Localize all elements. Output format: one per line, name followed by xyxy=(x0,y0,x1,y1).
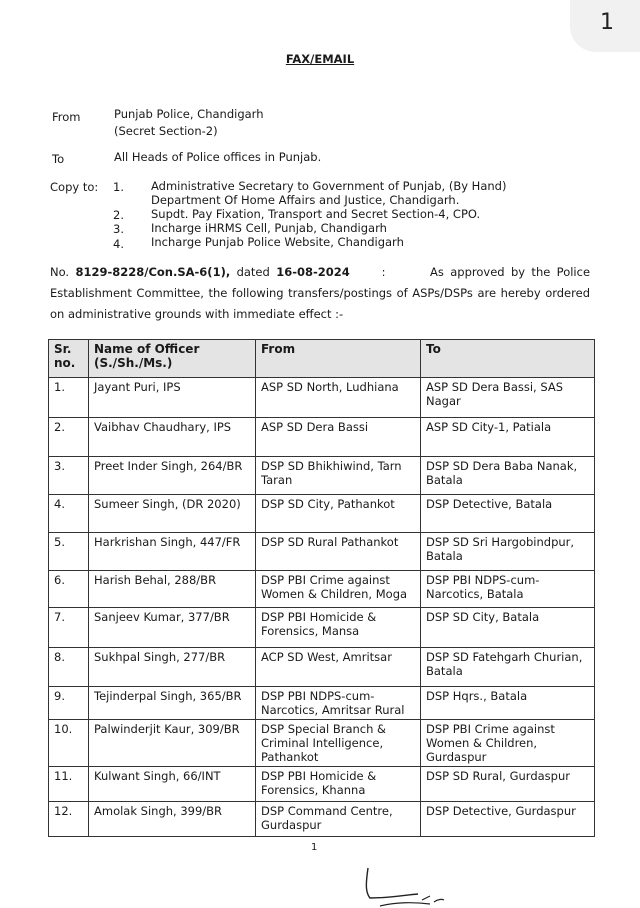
table-row xyxy=(49,687,595,720)
table-row xyxy=(49,608,595,648)
cell-officer-name: Vaibhav Chaudhary, IPS xyxy=(89,418,256,457)
order-text: As approved by the Police Establishment Committee, the following transfers/postings of ASPs/DSPs are hereby ordered on administrative grounds with immediate effect :- xyxy=(50,265,591,321)
cell-officer-name: Amolak Singh, 399/BR xyxy=(89,802,256,837)
cell-from-posting: DSP SD Rural Pathankot xyxy=(256,533,421,571)
cell-sr-no: 8. xyxy=(49,648,89,687)
cell-officer-name: Jayant Puri, IPS xyxy=(89,378,256,418)
order-date: 16-08-2024 xyxy=(276,265,350,279)
page-badge: 1 xyxy=(570,0,640,52)
copy-item-1-num: 1. xyxy=(113,180,124,194)
copy-item-3-num: 3. xyxy=(113,222,124,236)
table-row xyxy=(49,720,595,767)
cell-from-posting: DSP PBI Homicide & Forensics, Khanna xyxy=(256,767,421,802)
table-row xyxy=(49,802,595,837)
cell-from-posting: DSP PBI Homicide & Forensics, Mansa xyxy=(256,608,421,648)
cell-from-posting: DSP SD Bhikhiwind, Tarn Taran xyxy=(256,457,421,495)
cell-to-posting: DSP Hqrs., Batala xyxy=(421,687,595,720)
cell-officer-name: Preet Inder Singh, 264/BR xyxy=(89,457,256,495)
copy-item-2-line: Supdt. Pay Fixation, Transport and Secret Section-4, CPO. xyxy=(151,207,481,221)
cell-officer-name: Sumeer Singh, (DR 2020) xyxy=(89,495,256,533)
cell-sr-no: 1. xyxy=(49,378,89,418)
order-paragraph: No. 8129-8228/Con.SA-6(1), dated 16-08-2024 : As approved by the Police Establishment Committee, the following transfers/postings of ASPs/DSPs are hereby ordered on administrative grounds with immediate effect :- xyxy=(50,265,591,321)
order-number: 8129-8228/Con.SA-6(1), xyxy=(75,265,231,279)
cell-to-posting: DSP Detective, Batala xyxy=(421,495,595,533)
cell-to-posting: DSP PBI Crime against Women & Children, Gurdaspur xyxy=(421,720,595,767)
document-title: FAX/EMAIL xyxy=(285,52,355,66)
cell-officer-name: Sukhpal Singh, 277/BR xyxy=(89,648,256,687)
cell-officer-name: Kulwant Singh, 66/INT xyxy=(89,767,256,802)
from-line-1: Punjab Police, Chandigarh xyxy=(114,107,264,121)
cell-officer-name: Harkrishan Singh, 447/FR xyxy=(89,533,256,571)
cell-sr-no: 9. xyxy=(49,687,89,720)
cell-from-posting: ACP SD West, Amritsar xyxy=(256,648,421,687)
table-row xyxy=(49,533,595,571)
cell-from-posting: DSP Command Centre, Gurdaspur xyxy=(256,802,421,837)
copy-item-1-line-2: Department Of Home Affairs and Justice, Chandigarh. xyxy=(151,193,460,207)
cell-from-posting: ASP SD Dera Bassi xyxy=(256,418,421,457)
table-row xyxy=(49,418,595,457)
cell-sr-no: 11. xyxy=(49,767,89,802)
signature xyxy=(360,862,450,908)
to-value: All Heads of Police offices in Punjab. xyxy=(114,150,322,164)
cell-from-posting: DSP Special Branch & Criminal Intelligence, Pathankot xyxy=(256,720,421,767)
table-header-row xyxy=(49,340,595,378)
from-line-2: (Secret Section-2) xyxy=(114,124,218,138)
cell-sr-no: 2. xyxy=(49,418,89,457)
cell-to-posting: DSP SD City, Batala xyxy=(421,608,595,648)
header-sr-no: Sr. no. xyxy=(49,340,89,378)
cell-sr-no: 10. xyxy=(49,720,89,767)
cell-officer-name: Tejinderpal Singh, 365/BR xyxy=(89,687,256,720)
cell-sr-no: 12. xyxy=(49,802,89,837)
cell-to-posting: ASP SD Dera Bassi, SAS Nagar xyxy=(421,378,595,418)
header-from: From xyxy=(256,340,421,378)
page-number: 1 xyxy=(311,842,318,853)
table-row xyxy=(49,648,595,687)
cell-sr-no: 6. xyxy=(49,571,89,608)
header-to: To xyxy=(421,340,595,378)
copy-item-3-line: Incharge iHRMS Cell, Punjab, Chandigarh xyxy=(151,221,387,235)
header-name: Name of Officer (S./Sh./Ms.) xyxy=(89,340,256,378)
cell-sr-no: 7. xyxy=(49,608,89,648)
copy-item-4-line: Incharge Punjab Police Website, Chandigarh xyxy=(151,235,404,249)
copy-item-4-num: 4. xyxy=(113,237,124,251)
table-row xyxy=(49,571,595,608)
table-row xyxy=(49,457,595,495)
cell-sr-no: 5. xyxy=(49,533,89,571)
cell-to-posting: DSP SD Sri Hargobindpur, Batala xyxy=(421,533,595,571)
cell-to-posting: DSP SD Fatehgarh Churian, Batala xyxy=(421,648,595,687)
transfers-table xyxy=(48,339,595,837)
cell-from-posting: DSP PBI NDPS-cum-Narcotics, Amritsar Rural xyxy=(256,687,421,720)
cell-to-posting: DSP SD Dera Baba Nanak, Batala xyxy=(421,457,595,495)
table-row xyxy=(49,767,595,802)
cell-from-posting: DSP SD City, Pathankot xyxy=(256,495,421,533)
cell-to-posting: DSP PBI NDPS-cum-Narcotics, Batala xyxy=(421,571,595,608)
table-row xyxy=(49,378,595,418)
cell-officer-name: Sanjeev Kumar, 377/BR xyxy=(89,608,256,648)
cell-from-posting: DSP PBI Crime against Women & Children, Moga xyxy=(256,571,421,608)
cell-officer-name: Palwinderjit Kaur, 309/BR xyxy=(89,720,256,767)
cell-sr-no: 4. xyxy=(49,495,89,533)
copy-item-2-num: 2. xyxy=(113,208,124,222)
cell-to-posting: ASP SD City-1, Patiala xyxy=(421,418,595,457)
cell-from-posting: ASP SD North, Ludhiana xyxy=(256,378,421,418)
cell-sr-no: 3. xyxy=(49,457,89,495)
copy-to-label: Copy to: xyxy=(50,180,99,194)
copy-item-1-line-1: Administrative Secretary to Government of Punjab, (By Hand) xyxy=(151,179,507,193)
from-label: From xyxy=(52,110,81,124)
cell-to-posting: DSP Detective, Gurdaspur xyxy=(421,802,595,837)
cell-to-posting: DSP SD Rural, Gurdaspur xyxy=(421,767,595,802)
cell-officer-name: Harish Behal, 288/BR xyxy=(89,571,256,608)
to-label: To xyxy=(52,152,65,166)
table-row xyxy=(49,495,595,533)
